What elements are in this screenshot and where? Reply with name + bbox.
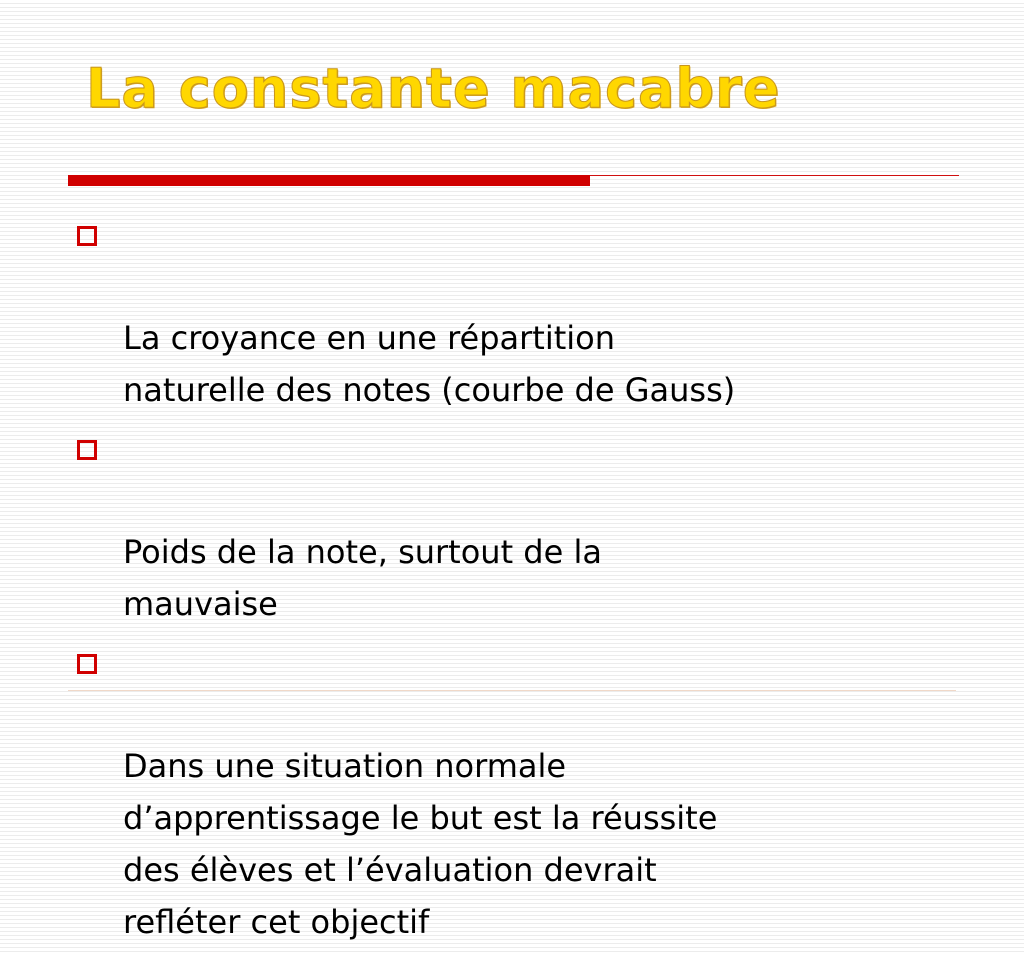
square-bullet-icon [77, 226, 97, 246]
bullet-text: La croyance en une répartition naturelle des notes (courbe de Gauss) [123, 319, 736, 409]
bullet-text: Dans une situation normale d’apprentissage le but est la réussite des élèves et l’évaluation devrait refléter cet objectif [123, 747, 718, 941]
footer-rule [68, 690, 956, 691]
square-bullet-icon [77, 440, 97, 460]
bullet-item [74, 422, 974, 630]
bullet-item [74, 208, 974, 416]
bullet-item [74, 636, 974, 948]
square-bullet-icon [77, 654, 97, 674]
bullet-text: Poids de la note, surtout de la mauvaise [123, 533, 602, 623]
slide-title: La constante macabre [86, 57, 781, 120]
bullet-list [74, 208, 974, 954]
title-underline-accent [68, 175, 590, 186]
